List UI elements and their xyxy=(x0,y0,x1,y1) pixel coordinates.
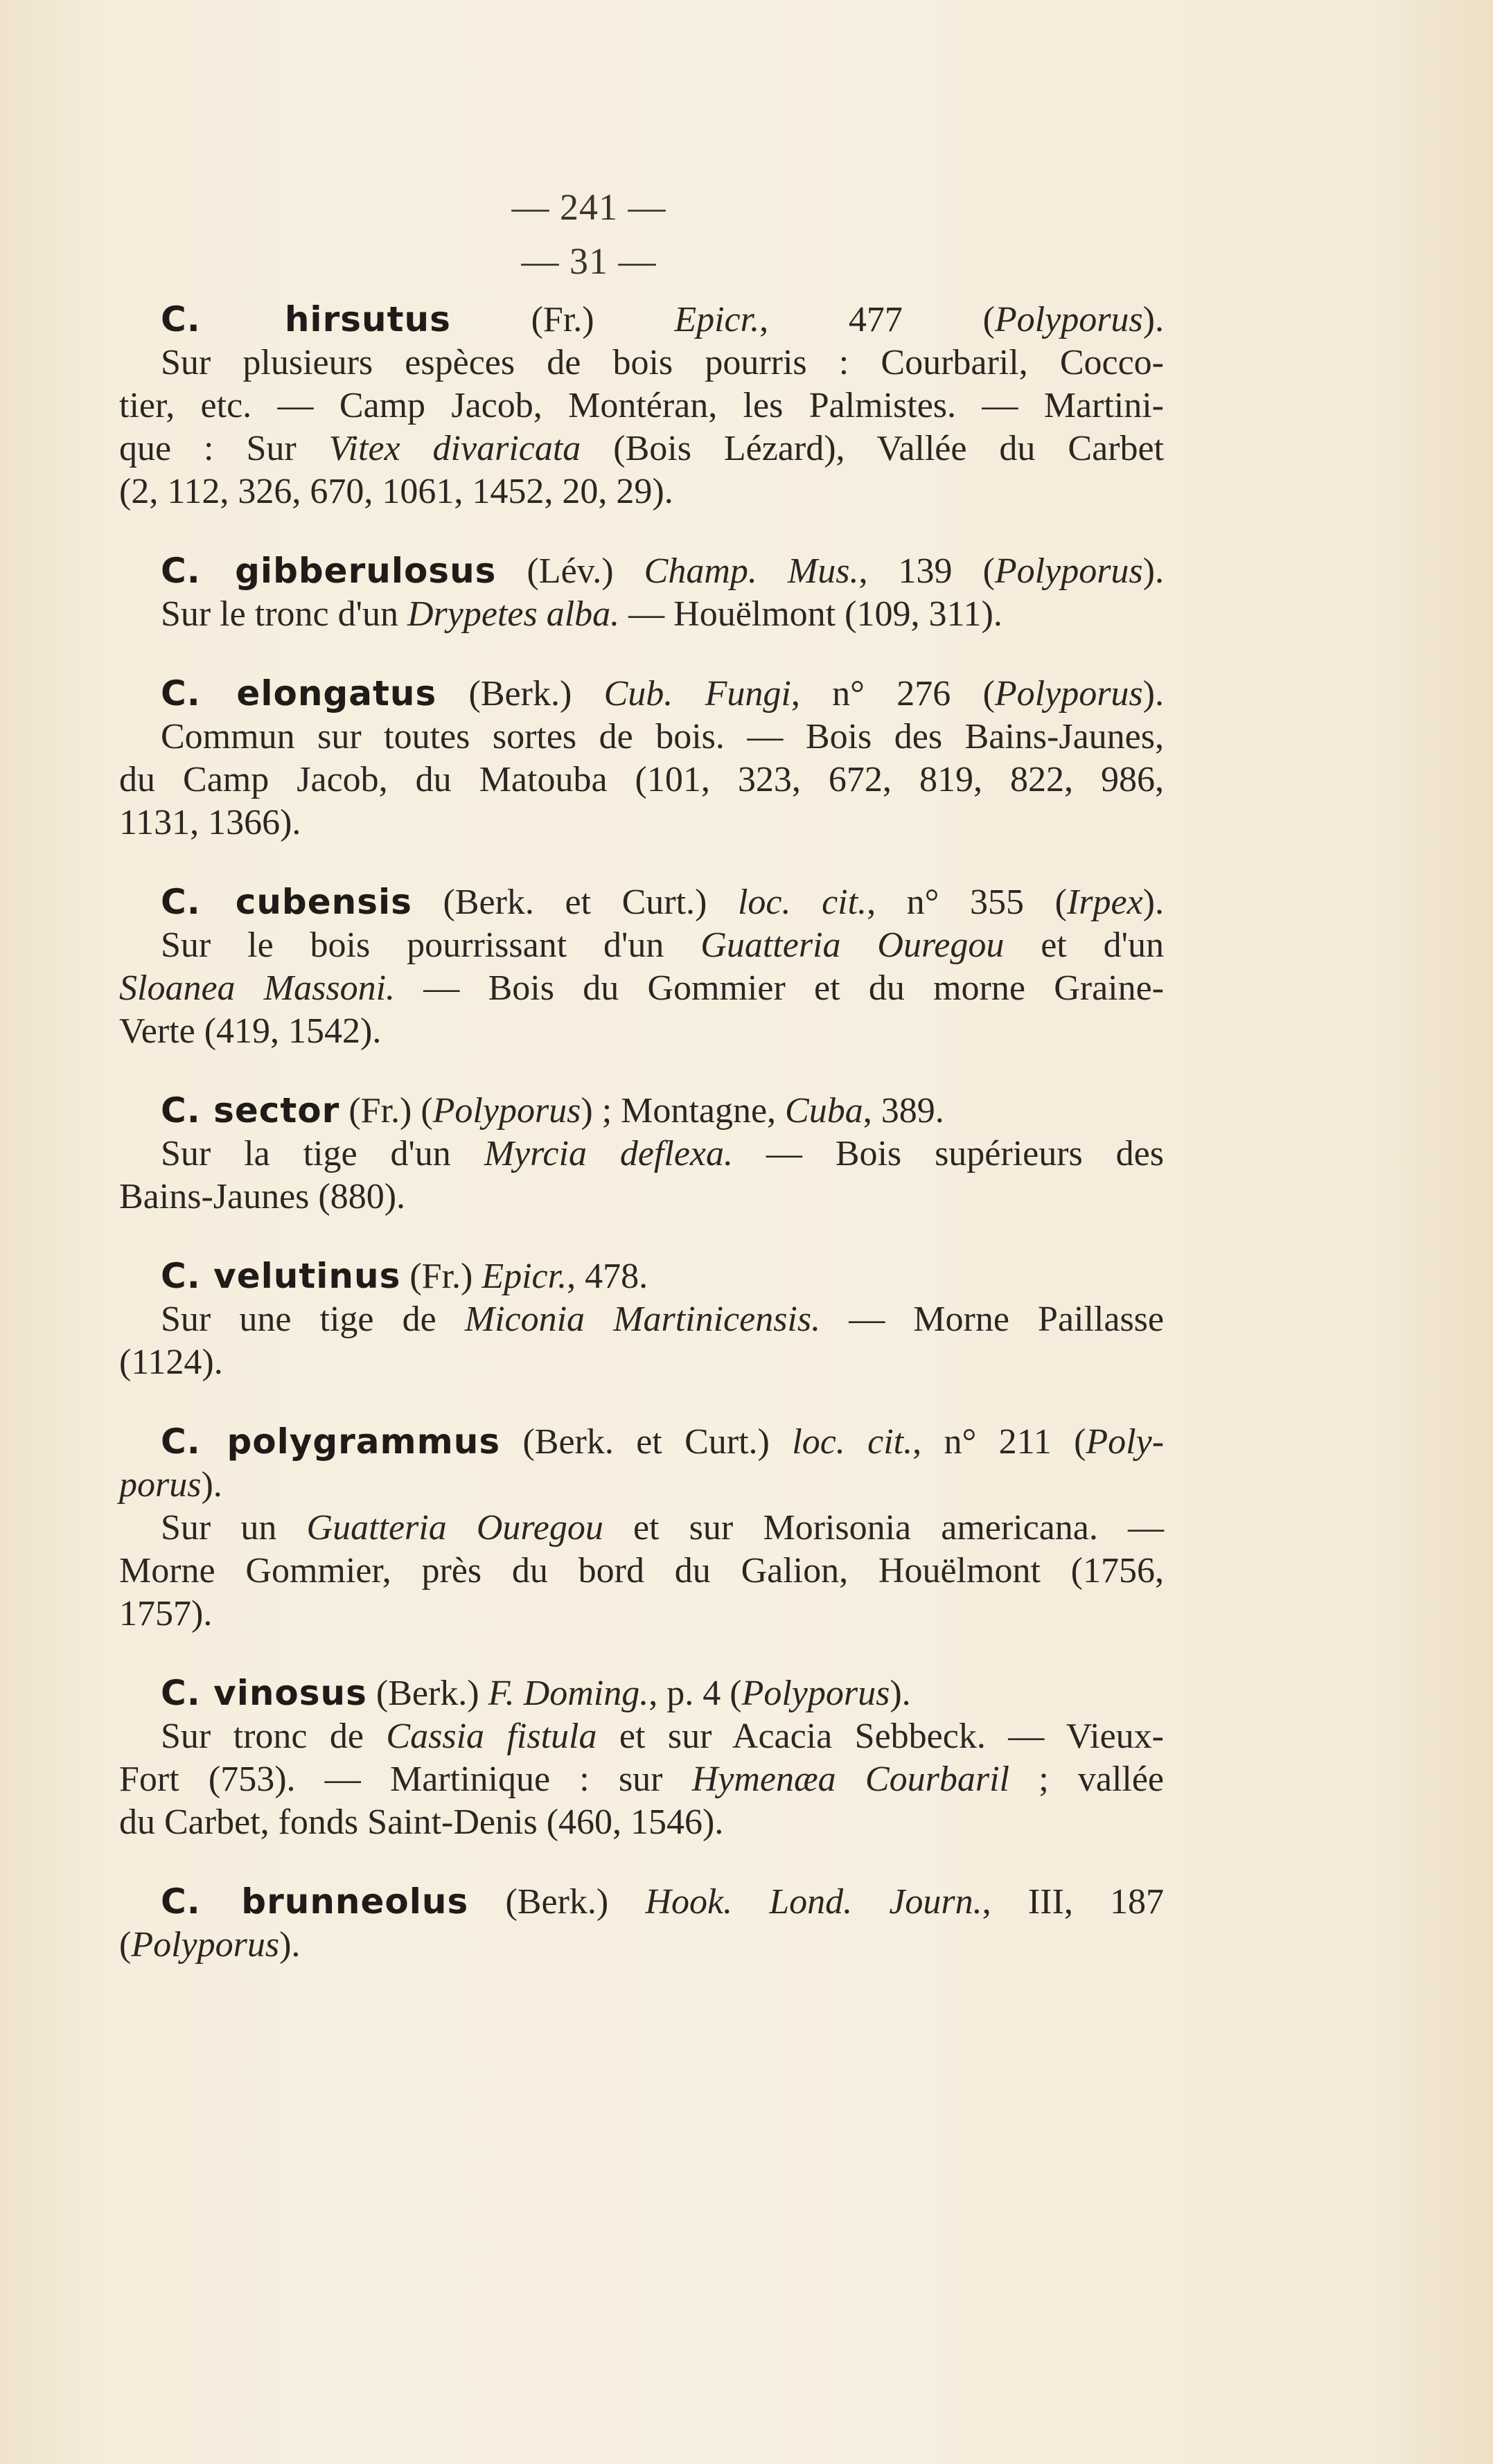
entry-text-line: que : Sur Vitex divaricata (Bois Lézard), Vallée du Carbet xyxy=(119,429,1164,468)
species-name: C. cubensis xyxy=(161,882,412,922)
species-entry xyxy=(119,298,1164,513)
entry-text-line: Bains-Jaunes (880). xyxy=(119,1177,406,1216)
entry-text-line: tier, etc. — Camp Jacob, Montéran, les Palmistes. — Martini- xyxy=(119,386,1164,425)
entry-text-line: Sur la tige d'un Myrcia deflexa. — Bois supérieurs des xyxy=(161,1134,1165,1173)
section-page-number: — 31 — xyxy=(521,240,657,282)
species-entry xyxy=(119,1420,1164,1636)
species-heading: C. velutinus (Fr.) Epicr., 478. xyxy=(161,1256,648,1296)
species-heading: C. sector (Fr.) (Polyporus) ; Montagne, Cuba, 389. xyxy=(161,1090,944,1131)
entry-text-line: du Carbet, fonds Saint-Denis (460, 1546). xyxy=(119,1802,724,1842)
species-entry xyxy=(119,1672,1164,1844)
species-heading: C. vinosus (Berk.) F. Doming., p. 4 (Polyporus). xyxy=(161,1673,911,1713)
species-entry xyxy=(119,880,1164,1053)
species-name: C. gibberulosus xyxy=(161,551,497,591)
entry-text-line: Morne Gommier, près du bord du Galion, Houëlmont (1756, xyxy=(119,1551,1164,1590)
entry-text-line: Sur tronc de Cassia fistula et sur Acacia Sebbeck. — Vieux- xyxy=(161,1717,1164,1756)
entry-text-line: (2, 112, 326, 670, 1061, 1452, 20, 29). xyxy=(119,472,673,511)
entry-text-line: Sur le tronc d'un Drypetes alba. — Houëlmont (109, 311). xyxy=(161,594,1002,634)
page-number: — 241 — xyxy=(511,186,666,228)
species-name: C. velutinus xyxy=(161,1256,401,1296)
species-entry xyxy=(119,1255,1164,1384)
species-heading: C. brunneolus (Berk.) Hook. Lond. Journ., III, 187 xyxy=(161,1881,1165,1922)
entry-text-line: 1757). xyxy=(119,1594,213,1633)
species-heading: C. cubensis (Berk. et Curt.) loc. cit., n° 355 (Irpex). xyxy=(161,882,1164,922)
species-heading: C. hirsutus (Fr.) Epicr., 477 (Polyporus). xyxy=(161,299,1164,339)
entry-text-line: 1131, 1366). xyxy=(119,803,301,842)
species-name: C. polygrammus xyxy=(161,1421,501,1462)
entry-text-line: (Polyporus). xyxy=(119,1925,301,1965)
species-entry xyxy=(119,1089,1164,1218)
species-list xyxy=(119,298,1164,2003)
species-entry xyxy=(119,549,1164,636)
entry-text-line: Sloanea Massoni. — Bois du Gommier et du morne Graine- xyxy=(119,968,1164,1008)
entry-text-line: Commun sur toutes sortes de bois. — Bois des Bains-Jaunes, xyxy=(161,717,1164,756)
species-heading: C. elongatus (Berk.) Cub. Fungi, n° 276 (Polyporus). xyxy=(161,673,1164,714)
species-name: C. brunneolus xyxy=(161,1881,469,1922)
species-entry xyxy=(119,1880,1164,1967)
entry-text-line: Sur une tige de Miconia Martinicensis. — Morne Paillasse xyxy=(161,1300,1164,1339)
species-heading: C. gibberulosus (Lév.) Champ. Mus., 139 (Polyporus). xyxy=(161,551,1164,591)
species-name: C. sector xyxy=(161,1090,340,1131)
entry-text-line: porus). xyxy=(119,1465,222,1505)
entry-text-line: Sur un Guatteria Ouregou et sur Morisonia americana. — xyxy=(161,1508,1164,1548)
species-heading: C. polygrammus (Berk. et Curt.) loc. cit., n° 211 (Poly- xyxy=(161,1421,1165,1462)
entry-text-line: du Camp Jacob, du Matouba (101, 323, 672, 819, 822, 986, xyxy=(119,760,1164,799)
entry-text-line: (1124). xyxy=(119,1342,223,1382)
entry-text-line: Sur le bois pourrissant d'un Guatteria Ouregou et d'un xyxy=(161,925,1164,965)
entry-text-line: Verte (419, 1542). xyxy=(119,1011,382,1051)
entry-text-line: Fort (753). — Martinique : sur Hymenæa Courbaril ; vallée xyxy=(119,1760,1165,1799)
species-entry xyxy=(119,672,1164,844)
species-name: C. hirsutus xyxy=(161,299,451,339)
species-name: C. vinosus xyxy=(161,1673,367,1713)
species-name: C. elongatus xyxy=(161,673,437,714)
entry-text-line: Sur plusieurs espèces de bois pourris : Courbaril, Cocco- xyxy=(161,343,1164,382)
